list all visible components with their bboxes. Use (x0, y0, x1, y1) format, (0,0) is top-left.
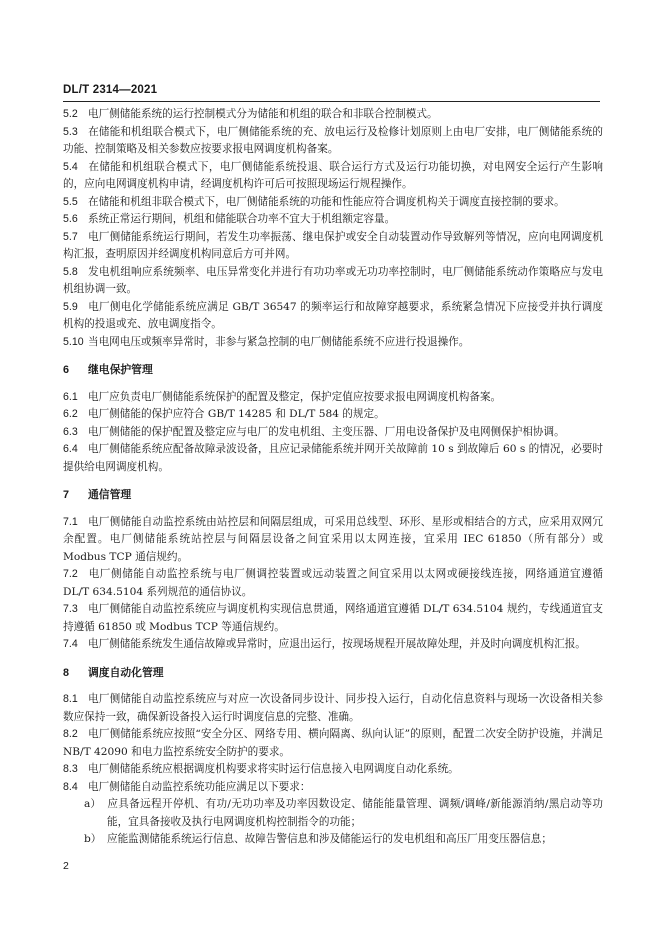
clause-number: 5.9 (63, 300, 78, 313)
list-item-b (63, 831, 603, 849)
clause-text: 电厂侧储能的保护配置及整定应与电厂的发电机组、主变压器、厂用电设备保护及电网侧保护相协调。 (88, 425, 565, 438)
list-item-a (63, 796, 603, 831)
clause-text: 电厂侧储能系统应根据调度机构要求将实时运行信息接入电网调度自动化系统。 (88, 763, 459, 775)
clause-text: 电厂应负责电厂侧储能系统保护的配置及整定，保护定值应按要求报电网调度机构备案。 (88, 390, 502, 403)
clause-text: 电厂侧储能自动监控系统与电厂侧调控装置或远动装置之间宜采用以太网或硬接线连接，网络通道宜遵循 DL/T 634.5104 系列规范的通信协议。 (63, 568, 603, 598)
clause-text: 在储能和机组联合模式下，电厂侧储能系统投退、联合运行方式及运行功能切换，对电网安全运行产生影响的，应向电网调度机构申请，经调度机构许可后可按照现场运行规程操作。 (63, 160, 603, 190)
clause-5-5 (63, 194, 603, 212)
section-6 (63, 362, 603, 476)
clause-number: 7.3 (63, 603, 78, 615)
clause-number: 6.3 (63, 425, 78, 438)
clause-6-2 (63, 406, 603, 424)
clause-text: 电厂侧储能系统应配备故障录波设备，且应记录储能系统并网开关故障前 10 s 到故障后 60 s 的情况，必要时提供给电网调度机构。 (63, 443, 603, 473)
clause-number: 8.1 (63, 693, 78, 705)
clause-text: 发电机组响应系统频率、电压异常变化并进行有功功率或无功功率控制时，电厂侧储能系统动作策略应与发电机组协调一致。 (63, 265, 603, 295)
clause-5-10 (63, 334, 603, 352)
section-7 (63, 487, 603, 654)
section-5-continuation (63, 106, 603, 351)
clause-5-3 (63, 124, 603, 159)
clause-number: 5.10 (63, 335, 84, 348)
section-title: 调度自动化管理 (88, 666, 164, 679)
section-title: 通信管理 (88, 489, 132, 501)
section-heading (63, 665, 603, 683)
clause-text: 电厂侧储能自动监控系统由站控层和间隔层组成，可采用总线型、环形、星形或相结合的方式，应采用双网冗余配置。电厂侧储能系统站控层与间隔层设备之间宜采用以太网连接，宜采用 IEC 61850（所有部分）或 Modbus TCP 通信规约。 (63, 515, 603, 563)
section-heading (63, 487, 603, 505)
clause-text: 电厂侧储能系统的运行控制模式分为储能和机组的联合和非联合控制模式。 (88, 108, 438, 120)
clause-number: 7.1 (63, 515, 78, 528)
clause-text: 电厂侧储能系统应按照“安全分区、网络专用、横向隔离、纵向认证”的原则，配置二次安全防护设施，并满足 NB/T 42090 和电力监控系统安全防护的要求。 (63, 728, 603, 758)
clause-6-4 (63, 441, 603, 476)
document-body (63, 106, 603, 849)
clause-6-1 (63, 389, 603, 407)
clause-5-8 (63, 264, 603, 299)
clause-text: 当电网电压或频率异常时，非参与紧急控制的电厂侧储能系统不应进行投退操作。 (88, 335, 470, 348)
clause-7-1 (63, 514, 603, 567)
clause-number: 8.2 (63, 728, 78, 740)
clause-number: 5.2 (63, 108, 78, 120)
section-number: 6 (63, 364, 70, 376)
list-item-text: 应具备远程开停机、有功/无功功率及功率因数设定、储能能量管理、调频/调峰/新能源消纳/黑启动等功能，宜具备接收及执行电网调度机构控制指令的功能； (107, 798, 603, 828)
clause-5-6 (63, 211, 603, 229)
section-number: 8 (63, 666, 70, 679)
clause-number: 7.4 (63, 638, 78, 650)
clause-8-2 (63, 726, 603, 761)
clause-5-2 (63, 106, 603, 124)
section-title: 继电保护管理 (88, 364, 153, 376)
clause-text: 电厂侧储能自动监控系统功能应满足以下要求： (88, 780, 311, 793)
section-number: 7 (63, 489, 70, 501)
clause-number: 6.1 (63, 390, 78, 403)
clause-text: 电厂侧储能系统运行期间，若发生功率振荡、继电保护或安全自动装置动作导致解列等情况，应向电网调度机构汇报，查明原因并经调度机构同意后方可并网。 (63, 230, 603, 260)
section-heading (63, 362, 603, 380)
list-marker: a） (84, 798, 101, 810)
clause-number: 5.8 (63, 265, 78, 278)
section-8 (63, 665, 603, 849)
clause-7-4 (63, 636, 603, 654)
header-divider (63, 101, 600, 102)
clause-number: 5.7 (63, 230, 78, 243)
clause-8-3 (63, 761, 603, 779)
clause-7-2 (63, 566, 603, 601)
list-item-text: 应能监测储能系统运行信息、故障告警信息和涉及储能运行的发电机组和高压厂用变压器信息； (107, 833, 552, 845)
clause-number: 5.3 (63, 125, 78, 138)
standard-code-header: DL/T 2314—2021 (63, 84, 158, 96)
clause-text: 电厂侧储能自动监控系统应与对应一次设备同步设计、同步投入运行，自动化信息资料与现场一次设备相关参数应保持一致，确保新设备投入运行时调度信息的完整、准确。 (63, 693, 603, 723)
clause-number: 5.5 (63, 195, 78, 208)
clause-8-1 (63, 691, 603, 726)
clause-5-9 (63, 299, 603, 334)
list-marker: b） (84, 833, 102, 845)
clause-7-3 (63, 601, 603, 636)
clause-text: 系统正常运行期间，机组和储能联合功率不宜大于机组额定容量。 (88, 213, 396, 225)
clause-text: 在储能和机组非联合模式下，电厂侧储能系统的功能和性能应符合调度机构关于调度直接控制的要求。 (88, 195, 565, 208)
clause-number: 6.4 (63, 443, 78, 455)
clause-8-4 (63, 779, 603, 797)
clause-text: 电厂侧储能系统发生通信故障或异常时，应退出运行，按现场规程开展故障处理，并及时向调度机构汇报。 (88, 638, 586, 650)
clause-number: 6.2 (63, 408, 78, 420)
page-number: 2 (63, 860, 69, 872)
clause-text: 电厂侧储能的保护应符合 GB/T 14285 和 DL/T 584 的规定。 (88, 408, 385, 420)
clause-number: 5.6 (63, 213, 78, 225)
clause-text: 电厂侧电化学储能系统应满足 GB/T 36547 的频率运行和故障穿越要求，系统紧急情况下应接受并执行调度机构的投退或充、放电调度指令。 (63, 300, 603, 330)
clause-5-4 (63, 159, 603, 194)
clause-number: 8.3 (63, 763, 78, 775)
clause-text: 在储能和机组联合模式下，电厂侧储能系统的充、放电运行及检修计划原则上由电厂安排，电厂侧储能系统的功能、控制策略及相关参数应按要求报电网调度机构备案。 (63, 125, 603, 155)
clause-number: 8.4 (63, 780, 78, 793)
clause-6-3 (63, 424, 603, 442)
clause-5-7 (63, 229, 603, 264)
clause-number: 7.2 (63, 568, 78, 580)
clause-text: 电厂侧储能自动监控系统应与调度机构实现信息贯通，网络通道宜遵循 DL/T 634.5104 规约，专线通道宜支持遵循 61850 或 Modbus TCP 等通信规约。 (63, 603, 603, 633)
clause-number: 5.4 (63, 160, 78, 173)
